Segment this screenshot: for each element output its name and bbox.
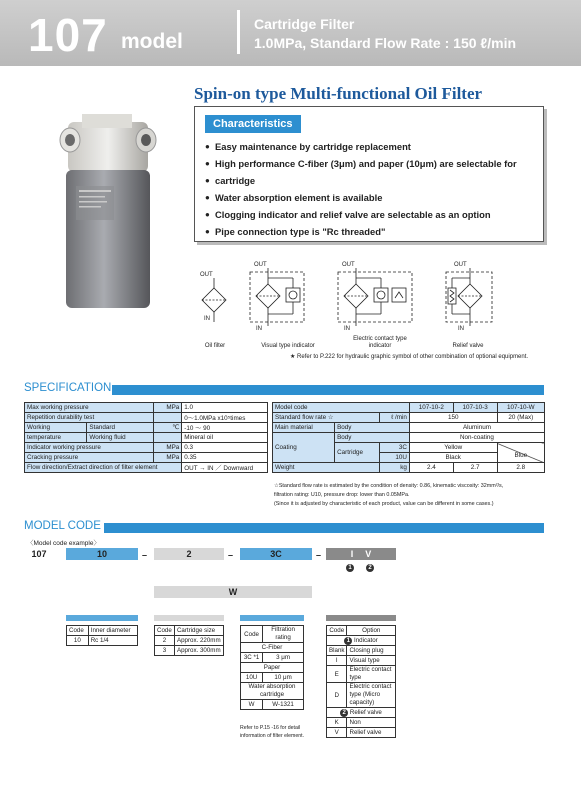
table-row: 10U 10 μm bbox=[241, 673, 304, 683]
list-item: ● Clogging indicator and relief valve are selectable as an option bbox=[205, 206, 535, 223]
code-part-series: 107 bbox=[31, 549, 47, 559]
spec-table-right bbox=[272, 402, 545, 473]
svg-text:OUT: OUT bbox=[454, 262, 467, 268]
table-row: Indicator working pressure MPa 0.3 bbox=[25, 443, 268, 453]
table-row: Weight kg 2.4 2.7 2.8 bbox=[273, 463, 545, 473]
table-row: W W-1321 bbox=[241, 700, 304, 710]
table-row: I Visual type bbox=[327, 656, 396, 666]
list-item: ● cartridge bbox=[205, 172, 535, 189]
table-row: K Non bbox=[327, 718, 396, 728]
table-row: temperature Working fluid Mineral oil bbox=[25, 433, 268, 443]
circle-marker: 2 bbox=[366, 564, 374, 572]
symbol-note: ★ Refer to P.222 for hydraulic graphic symbol of other combination of optional equipment. bbox=[290, 354, 529, 360]
model-code-heading: MODEL CODE bbox=[24, 520, 548, 534]
code-part-size: 2 bbox=[154, 548, 224, 560]
table-row: Max working pressure MPa 1.0 bbox=[25, 403, 268, 413]
symbol-label-relief: Relief valve bbox=[452, 343, 484, 349]
filter-photo bbox=[52, 112, 162, 312]
characteristics-box bbox=[194, 106, 544, 242]
table-row: 3 Approx. 300mm bbox=[155, 646, 224, 656]
header-banner bbox=[0, 0, 581, 66]
table-row: Standard flow rate ☆ ℓ /min 150 20 (Max) bbox=[273, 413, 545, 423]
table-row: 2 Relief valve bbox=[327, 708, 396, 718]
table-row: Working Standard ℃ -10 〜 90 bbox=[25, 423, 268, 433]
table-row: Blank Closing plug bbox=[327, 646, 396, 656]
table-row: Model code 107-10-2 107-10-3 107-10-W bbox=[273, 403, 545, 413]
svg-text:OUT: OUT bbox=[254, 262, 267, 268]
diameter-table bbox=[66, 625, 138, 646]
rating-note: Refer to P.15 -16 for detail information of filter element. bbox=[240, 725, 305, 739]
symbol-out-label: OUT bbox=[200, 272, 213, 278]
svg-text:OUT: OUT bbox=[342, 262, 355, 268]
table-row: Code Inner diameter bbox=[67, 626, 138, 636]
table-row: Coating Body Non-coating bbox=[273, 433, 545, 443]
table-row: Flow direction/Extract direction of filter element OUT → IN ／ Downward bbox=[25, 463, 268, 473]
table-row: 1 Indicator bbox=[327, 636, 396, 646]
characteristics-label: Characteristics bbox=[205, 115, 301, 133]
spec-note: ☆Standard flow rate is estimated by the condition of density: 0.86, kinematic viscosity: 32mm²/s, filtration rating: U10, pressure drop: lower than 0.05MPa. (Since it is adjusted by characteristic of each product, value can be different in some cases.) bbox=[274, 483, 504, 507]
table-row: C-Fiber bbox=[241, 643, 304, 653]
table-row: D Electric contact type (Micro capacity) bbox=[327, 683, 396, 708]
header-title: Cartridge Filter bbox=[254, 16, 355, 32]
characteristics-list bbox=[205, 138, 535, 240]
model-number: 107 bbox=[28, 9, 108, 61]
code-part-option: I V bbox=[326, 548, 396, 560]
header-divider bbox=[237, 10, 240, 54]
table-row: V Relief valve bbox=[327, 728, 396, 738]
code-part-diameter: 10 bbox=[66, 548, 138, 560]
symbol-label-visual: Visual type indicator bbox=[261, 343, 315, 349]
svg-text:IN: IN bbox=[256, 326, 262, 332]
symbol-label-oil-filter: Oil filter bbox=[204, 343, 226, 349]
model-label: model bbox=[121, 30, 183, 53]
list-item: ● High performance C-fiber (3μm) and paper (10μm) are selectable for bbox=[205, 155, 535, 172]
svg-text:IN: IN bbox=[204, 316, 210, 322]
table-row: Repetition durability test 0〜1.0MPa x10⁵times bbox=[25, 413, 268, 423]
table-row: 10 Rc 1/4 bbox=[67, 636, 138, 646]
spec-table-left bbox=[24, 402, 268, 473]
table-row: E Electric contact type bbox=[327, 666, 396, 683]
svg-text:IN: IN bbox=[344, 326, 350, 332]
model-code-example-label: 〈Model code example〉 bbox=[27, 540, 100, 547]
table-row: 2 Approx. 220mm bbox=[155, 636, 224, 646]
table-row: Main material Body Aluminum bbox=[273, 423, 545, 433]
table-row: Water absorption cartridge bbox=[241, 683, 304, 700]
table-row: Code Cartridge size bbox=[155, 626, 224, 636]
table-row: Code Filtration rating bbox=[241, 626, 304, 643]
svg-text:IN: IN bbox=[458, 326, 464, 332]
list-item: ● Pipe connection type is "Rc threaded" bbox=[205, 223, 535, 240]
list-item: ● Easy maintenance by cartridge replacement bbox=[205, 138, 535, 155]
code-part-rating: 3C bbox=[240, 548, 312, 560]
size-table bbox=[154, 625, 224, 656]
circle-marker: 1 bbox=[346, 564, 354, 572]
table-row: 10U Black bbox=[273, 453, 545, 463]
rating-table bbox=[240, 625, 304, 710]
code-w-box: W bbox=[154, 586, 312, 598]
header-subtitle: 1.0MPa, Standard Flow Rate : 150 ℓ/min bbox=[254, 35, 517, 51]
table-row: Code Option bbox=[327, 626, 396, 636]
table-row: 3C *1 3 μm bbox=[241, 653, 304, 663]
table-row: Cracking pressure MPa 0.35 bbox=[25, 453, 268, 463]
table-row: Cartridge 3C Yellow Blue bbox=[273, 443, 545, 453]
list-item: ● Water absorption element is available bbox=[205, 189, 535, 206]
specification-heading: SPECIFICATION bbox=[24, 382, 548, 396]
option-table bbox=[326, 625, 396, 738]
symbol-label-electric: Electric contact type indicator bbox=[353, 336, 407, 349]
hydraulic-symbols bbox=[196, 258, 546, 338]
table-row: Paper bbox=[241, 663, 304, 673]
product-title: Spin-on type Multi-functional Oil Filter bbox=[194, 84, 483, 103]
